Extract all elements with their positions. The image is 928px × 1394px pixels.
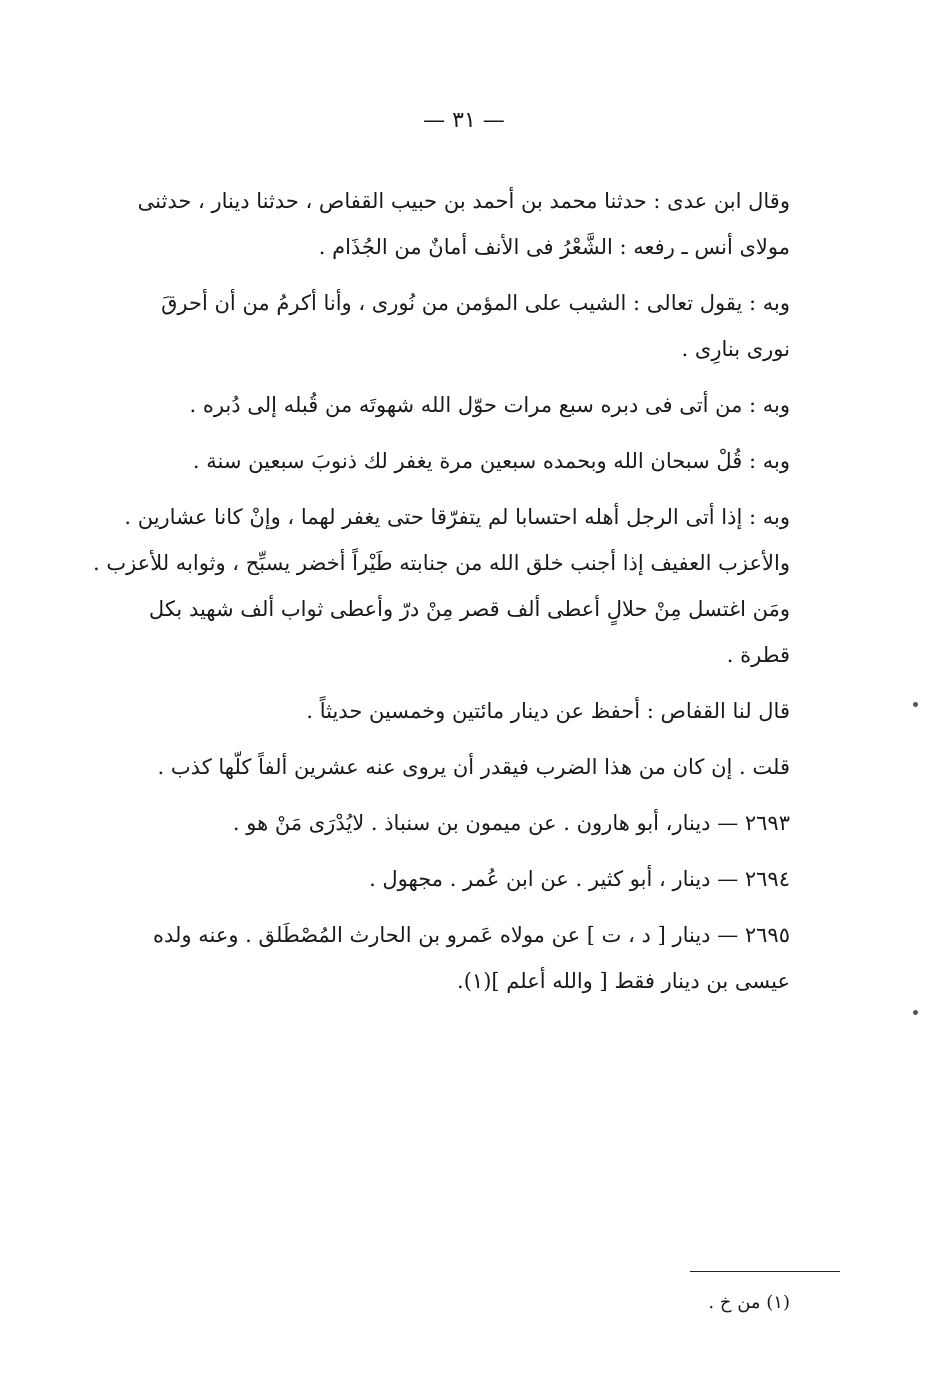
entry-2693 [160,800,790,846]
text-line: وبه : إذا أتى الرجل أهله احتسابا لم يتفرّقا حتى يغفر لهما ، وإنْ كانا عشارين . [124,505,790,529]
main-text [92,178,790,1014]
text-line: مولاى أنس ـ رفعه : الشَّعْرُ فى الأنف أمانٌ من الجُذَام . [318,235,790,259]
text-line: ٢٦٩٤ — دينار ، أبو كثير . عن ابن عُمر . مجهول . [369,867,790,891]
paragraph-shayb [160,280,790,372]
text-line: وبه : يقول تعالى : الشيب على المؤمن من نُورى ، وأنا أكرمُ من أن أحرقَ [161,291,790,315]
paragraph-qaffas [160,688,790,734]
text-line: نورى بنارِى . [681,337,790,361]
margin-dot [913,1010,918,1015]
footnote-divider [690,1271,840,1272]
paragraph-subhan [160,438,790,484]
text-line: قال لنا القفاص : أحفظ عن دينار مائتين وخمسين حديثاً . [306,699,790,723]
text-line: قلت . إن كان من هذا الضرب فيقدر أن يروى عنه عشرين ألفاً كلّها كذب . [157,755,790,779]
text-line: قطرة . [726,643,790,667]
margin-dot [913,702,918,707]
paragraph-rajul [92,494,790,678]
page-number: — ٣١ — [423,108,505,133]
text-line: ٢٦٩٥ — دينار [ د ، ت ] عن مولاه عَمرو بن الحارث المُصْطَلق . وعنه ولده [153,923,790,947]
text-line: ٢٦٩٣ — دينار، أبو هارون . عن ميمون بن سنباذ . لايُدْرَى مَنْ هو . [232,811,790,835]
text-line: ومَن اغتسل مِنْ حلالٍ أعطى ألف قصر مِنْ درّ وأعطى ثواب ألف شهيد بكل [148,597,790,621]
entry-2695 [153,912,790,1004]
text-line: والأعزب العفيف إذا أجنب خلق الله من جنابته طَيْراً أخضر يسبِّح ، وثوابه للأعزب . [92,551,790,575]
text-line: عيسى بن دينار فقط [ والله أعلم ](١). [457,969,790,993]
text-line: وقال ابن عدى : حدثنا محمد بن أحمد بن حبيب القفاص ، حدثنا دينار ، حدثنى [137,189,790,213]
text-line: وبه : من أتى فى دبره سبع مرات حوّل الله شهوتَه من قُبله إلى دُبره . [189,393,790,417]
text-line: وبه : قُلْ سبحان الله وبحمده سبعين مرة يغفر لك ذنوبَ سبعين سنة . [192,449,790,473]
paragraph-qult [157,744,790,790]
entry-2694 [160,856,790,902]
footnote: (١) من خ . [708,1292,790,1313]
paragraph-dubur [160,382,790,428]
paragraph-ibn-adi [137,178,790,270]
